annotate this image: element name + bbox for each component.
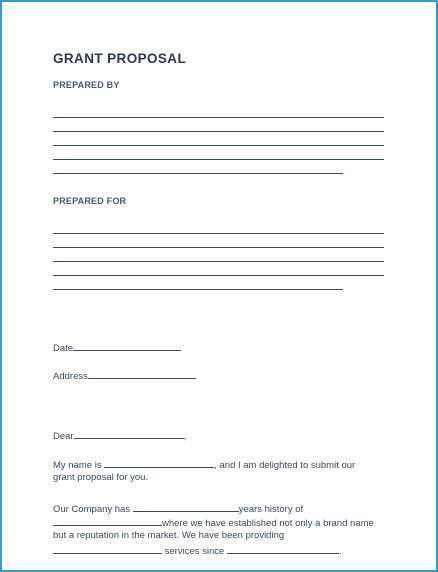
- company-line-1: [53, 502, 303, 515]
- address-label: Address: [53, 371, 88, 382]
- intro-line-1: [53, 458, 355, 471]
- date-field[interactable]: [73, 341, 181, 351]
- salutation-row: [53, 429, 186, 442]
- prepared-by-line-3[interactable]: [53, 145, 384, 146]
- date-row: [53, 341, 181, 354]
- since-year-field[interactable]: [227, 544, 339, 554]
- address-row: [53, 369, 196, 382]
- intro-text-start: My name is: [53, 460, 105, 471]
- prepared-by-line-1[interactable]: [53, 117, 384, 118]
- prepared-for-line-2[interactable]: [53, 247, 384, 248]
- intro-line-2: grant proposal for you.: [53, 472, 149, 483]
- company-text-start: Our Company has: [53, 504, 133, 515]
- services-field[interactable]: [53, 544, 162, 554]
- prepared-for-label: PREPARED FOR: [53, 196, 127, 206]
- prepared-by-line-2[interactable]: [53, 131, 384, 132]
- business-type-field[interactable]: [53, 516, 162, 526]
- company-brand-text: where we have established not only a brand name: [162, 518, 374, 529]
- company-line-4: [53, 544, 342, 557]
- years-field[interactable]: [133, 502, 239, 512]
- prepared-for-line-3[interactable]: [53, 261, 384, 262]
- prepared-for-line-5[interactable]: [53, 289, 343, 290]
- prepared-for-line-1[interactable]: [53, 233, 384, 234]
- company-line-2: [53, 516, 374, 529]
- sender-name-field[interactable]: [104, 458, 214, 468]
- date-label: Date: [53, 343, 74, 354]
- prepared-for-line-4[interactable]: [53, 275, 384, 276]
- company-period: .: [338, 546, 342, 557]
- intro-text-end: , and I am delighted to submit our: [214, 460, 356, 471]
- prepared-by-label: PREPARED BY: [53, 80, 120, 90]
- company-line-3: but a reputation in the market. We have been providing: [53, 530, 285, 541]
- salutation-comma: ,: [183, 431, 187, 442]
- prepared-by-line-5[interactable]: [53, 173, 343, 174]
- salutation-label: Dear: [53, 431, 74, 442]
- company-years-text: years history of: [238, 504, 304, 515]
- document-title: GRANT PROPOSAL: [53, 51, 187, 66]
- recipient-name-field[interactable]: [74, 429, 184, 439]
- services-since-text: services since: [162, 546, 227, 557]
- prepared-by-line-4[interactable]: [53, 159, 384, 160]
- address-field[interactable]: [88, 369, 196, 379]
